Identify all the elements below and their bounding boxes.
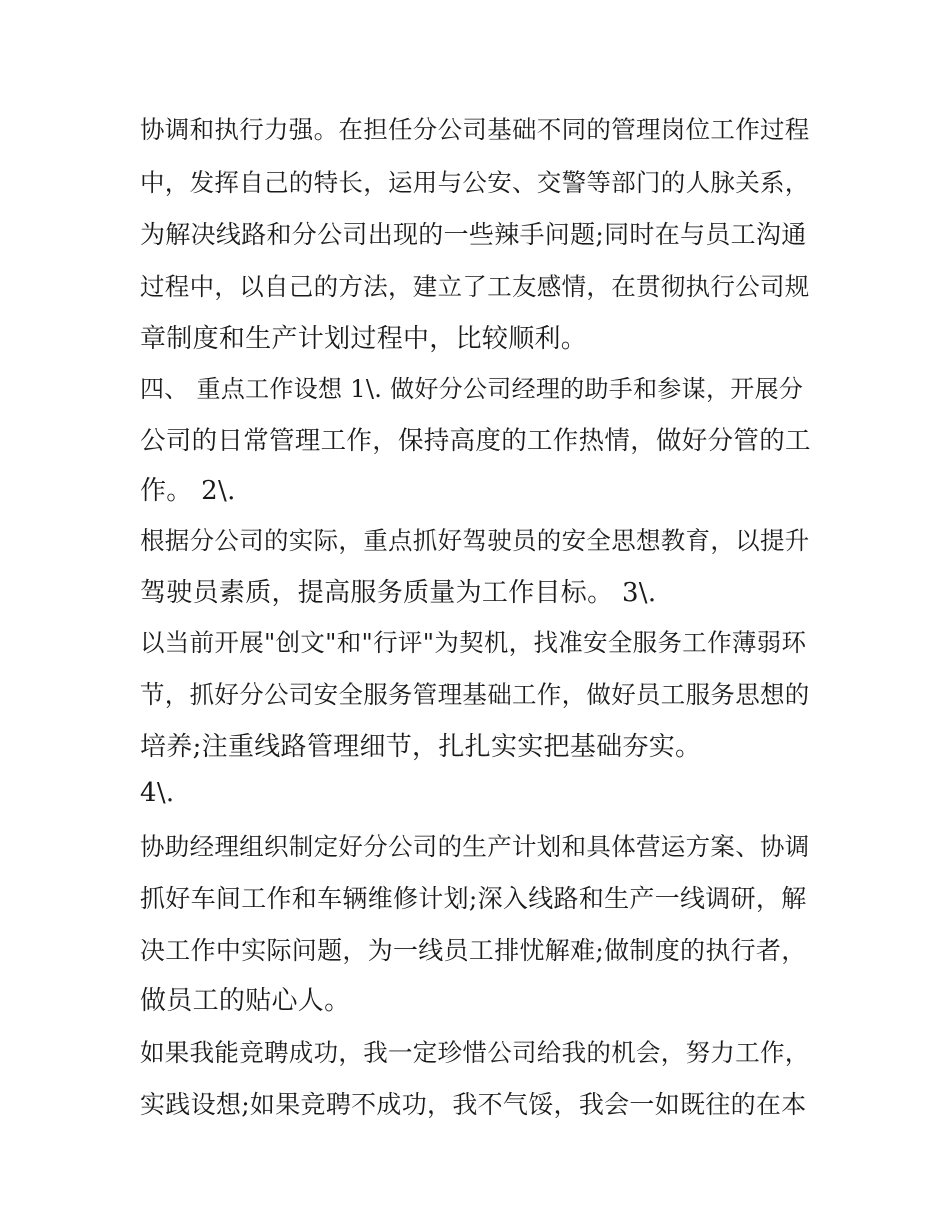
text-line: 为解决线路和分公司出现的一些辣手问题;同时在与员工沟通	[140, 220, 807, 249]
text-line: 以当前开展"创文"和"行评"为契机，找准安全服务工作薄弱环	[140, 628, 807, 657]
text-line: 章制度和生产计划过程中，比较顺利。	[140, 324, 588, 354]
text-line: 如果我能竞聘成功，我一定珍惜公司给我的机会，努力工作，	[140, 1038, 810, 1067]
text-line: 做员工的贴心人。	[140, 986, 351, 1016]
text-line: 实践设想;如果竞聘不成功，我不气馁，我会一如既往的在本	[140, 1090, 807, 1119]
text-line: 作。 2\.	[140, 476, 236, 506]
text-line: 抓好车间工作和车辆维修计划;深入线路和生产一线调研，解	[140, 884, 807, 913]
text-line: 协调和执行力强。在担任分公司基础不同的管理岗位工作过程	[140, 115, 810, 144]
text-line: 公司的日常管理工作，保持高度的工作热情，做好分管的工	[140, 426, 811, 456]
text-line: 决工作中实际问题，为一线员工排忧解难;做制度的执行者，	[140, 936, 807, 965]
text-line: 驾驶员素质，提高服务质量为工作目标。 3\.	[140, 578, 657, 608]
text-line: 中，发挥自己的特长，运用与公安、交警等部门的人脉关系，	[140, 168, 810, 197]
text-line: 4\.	[140, 778, 175, 808]
text-line: 培养;注重线路管理细节，扎扎实实把基础夯实。	[140, 732, 702, 762]
text-line: 协助经理组织制定好分公司的生产计划和具体营运方案、协调	[140, 832, 810, 861]
text-line: 根据分公司的实际，重点抓好驾驶员的安全思想教育，以提升	[140, 526, 810, 555]
text-line: 四、 重点工作设想 1\. 做好分公司经理的助手和参谋，开展分	[140, 375, 804, 403]
text-line: 过程中，以自己的方法，建立了工友感情，在贯彻执行公司规	[140, 272, 810, 301]
text-line: 节，抓好分公司安全服务管理基础工作，做好员工服务思想的	[140, 680, 810, 709]
